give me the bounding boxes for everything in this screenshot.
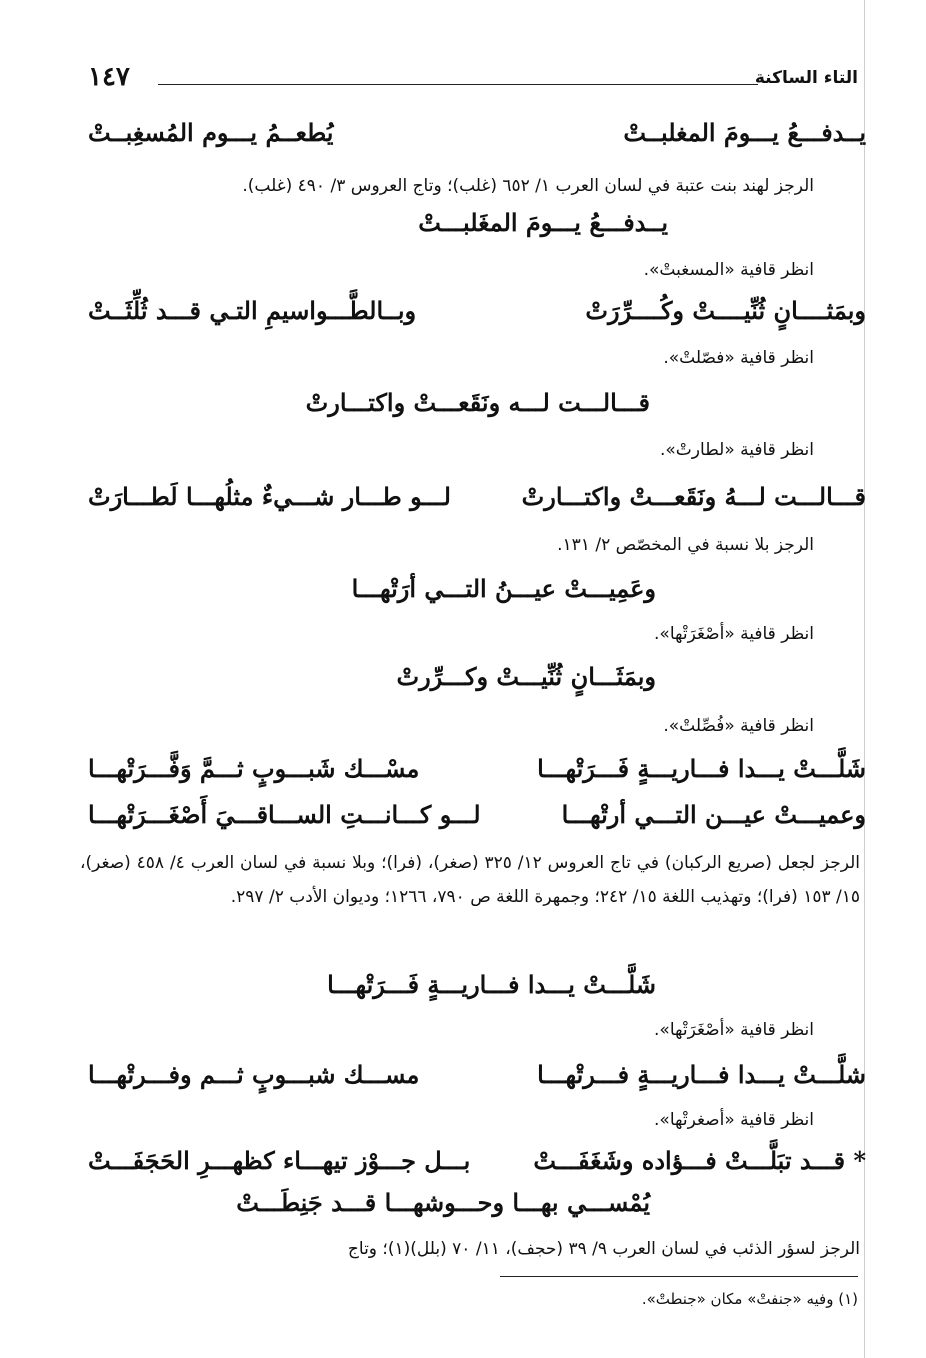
hemistich-first: شَلَّـــتْ يـــدا فـــاريـــةٍ فَـــرَتْهـــا xyxy=(537,754,866,783)
running-head: التاء الساكنة xyxy=(754,68,858,88)
verse-line: يُمْســـي بهـــا وحـــوشهـــا قـــد جَنِطَـــتْ xyxy=(236,1188,650,1217)
hemistich-second: وبــالطَّـــواسيمِ التـي قـــد ثُلِّثَــتْ xyxy=(88,296,417,325)
hemistich-second: لـــو طـــار شـــيءٌ مثلُهـــا لَطـــارَتْ xyxy=(88,482,451,511)
cross-reference: انظر قافية «المسغبتْ». xyxy=(643,260,814,280)
source-note: الرجز لسؤر الذئب في لسان العرب ٩/ ٣٩ (حجف)، ١١/ ٧٠ (بلل)(١)؛ وتاج xyxy=(347,1239,860,1259)
hemistich-first: * قـــد تبَلَّـــتْ فـــؤاده وشَغَفَـــتْ xyxy=(533,1146,866,1175)
verse-line: قـــالـــت لـــه ونَقَعـــتْ واكتـــارتْ xyxy=(305,388,650,417)
verse-line: وعَمِيـــتْ عيـــنُ التـــي أرَتْهـــا xyxy=(351,574,656,603)
hemistich-first: يــدفـــعُ يـــومَ المغلبــتْ xyxy=(623,118,866,147)
hemistich-first: وعميـــتْ عيـــن التـــي أرتْهـــا xyxy=(561,800,866,829)
source-note: الرجز بلا نسبة في المخصّص ٢/ ١٣١. xyxy=(557,535,814,555)
hemistich-second: مســـك شبـــوبٍ ثـــم وفـــرتْهـــا xyxy=(88,1060,420,1089)
hemistich-first: وبمَثــــانٍ ثُنِّيــــتْ وكُــــرِّرَتْ xyxy=(585,296,866,325)
page-number: ١٤٧ xyxy=(88,62,130,92)
cross-reference: انظر قافية «أصغرتْها». xyxy=(654,1110,814,1130)
cross-reference: انظر قافية «لطارتْ». xyxy=(660,440,814,460)
hemistich-second: لـــو كـــانـــتِ الســـاقـــيَ أَصْغَـــرَتْهـــا xyxy=(88,800,481,829)
footnote: (١) وفيه «جنفتْ» مكان «جنطتْ». xyxy=(641,1290,858,1308)
hemistich-second: مسْـــك شَبـــوبٍ ثـــمَّ وَفَّـــرَتْهـــا xyxy=(88,754,420,783)
footnote-rule xyxy=(500,1276,858,1277)
hemistich-second: بـــل جـــوْز تيهـــاء كظهـــرِ الحَجَفَـــتْ xyxy=(88,1146,471,1175)
hemistich-first: شلَّـــتْ يـــدا فـــاريـــةٍ فـــرتْهـــا xyxy=(537,1060,866,1089)
cross-reference: انظر قافية «فصّلتْ». xyxy=(663,348,814,368)
verse-line: وبمَثَـــانٍ ثُنِّيـــتْ وكـــرِّرتْ xyxy=(396,662,656,691)
page-header xyxy=(88,62,858,102)
hemistich-second: يُطعــمُ يـــوم المُسغِبــتْ xyxy=(88,118,334,147)
cross-reference: انظر قافية «فُصِّلتْ». xyxy=(663,716,814,736)
header-rule xyxy=(158,84,758,85)
cross-reference: انظر قافية «أصْغَرَتْها». xyxy=(654,1020,814,1040)
verse-line: شَلَّـــتْ يـــدا فـــاريـــةٍ فَـــرَتْهـــا xyxy=(327,970,656,999)
verse-line: يــدفـــعُ يـــومَ المغَلبـــتْ xyxy=(418,208,668,237)
cross-reference: انظر قافية «أصْغَرَتْها». xyxy=(654,624,814,644)
hemistich-first: قـــالـــت لـــهُ ونَقَعـــتْ واكتـــارتْ xyxy=(521,482,866,511)
source-note: الرجز لجعل (صريع الركبان) في تاج العروس ١٢/ ٣٢٥ (صغر)، (فرا)؛ وبلا نسبة في لسان العرب ٤/ ٤٥٨ (صغر)، ١٥/ ١٥٣ (فرا)؛ وتهذيب اللغة ١٥/ ٢٤٢؛ وجمهرة اللغة ص ٧٩٠، ١٢٦٦؛ وديوان الأدب ٢/ ٢٩٧. xyxy=(80,853,860,907)
source-note: الرجز لهند بنت عتبة في لسان العرب ١/ ٦٥٢ (غلب)؛ وتاج العروس ٣/ ٤٩٠ (غلب). xyxy=(242,176,814,196)
